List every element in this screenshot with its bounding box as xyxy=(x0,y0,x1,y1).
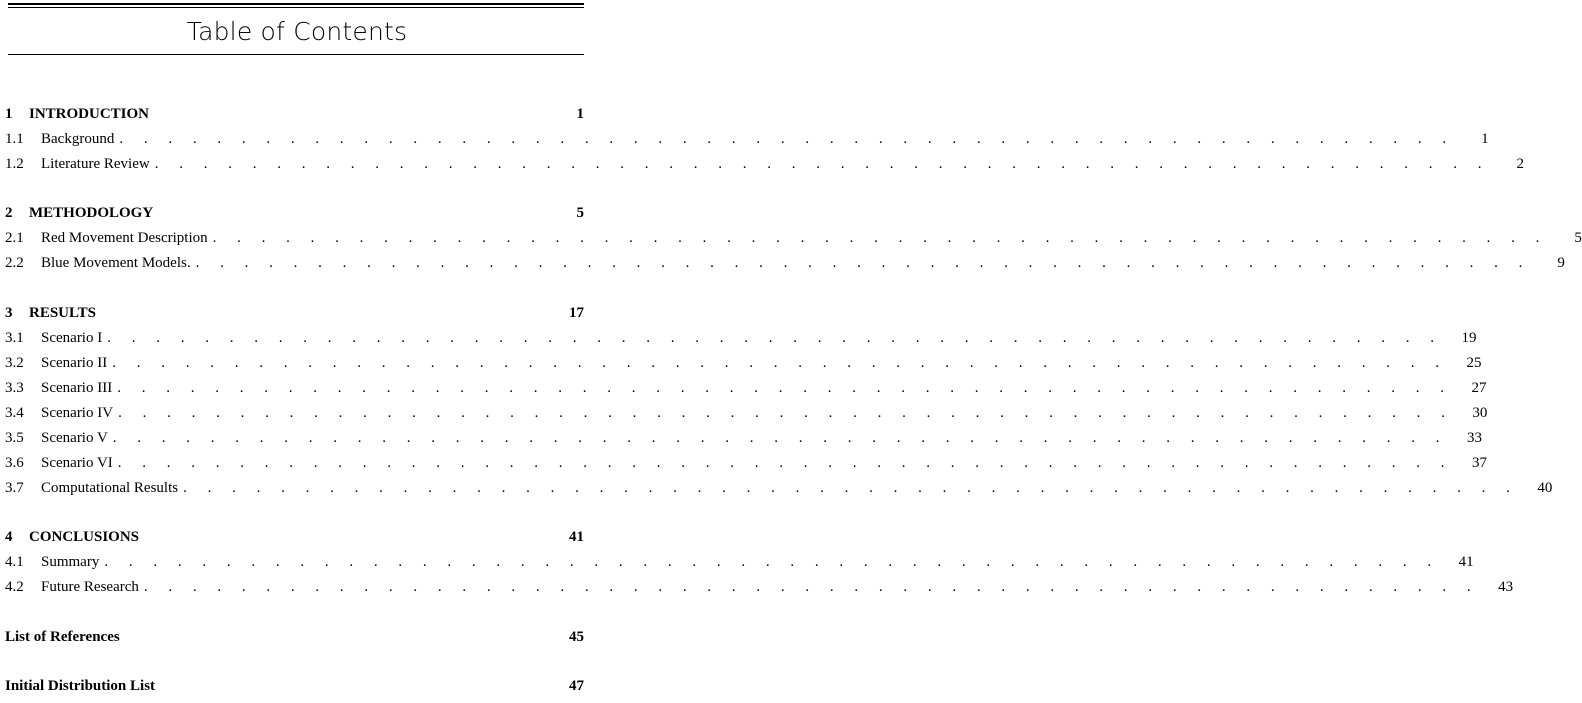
page-number: 37 xyxy=(1472,455,1488,471)
dot-leader: . . . . . . . . . . . . . . . . . . . . . . . . . . . . . . . . . . . . . . . . . . . . . . . . . . . . . . . xyxy=(118,405,1454,421)
top-rule-thin xyxy=(8,7,584,8)
section-number: 2.1 xyxy=(5,230,24,246)
chapter-number: 1 xyxy=(5,106,13,122)
toc-section-literature-review[interactable] xyxy=(5,154,1524,174)
dot-leader: . . . . . . . . . . . . . . . . . . . . . . . . . . . . . . . . . . . . . . . . . . . . . . . . . . . . . . . xyxy=(112,355,1448,371)
chapter-number: 3 xyxy=(5,305,13,321)
dot-leader: . . . . . . . . . . . . . . . . . . . . . . . . . . . . . . . . . . . . . . . . . . . . . . . . . . . . . . . xyxy=(212,230,1548,246)
page-number: 33 xyxy=(1467,430,1483,446)
toc-section-red-movement[interactable] xyxy=(5,228,1582,248)
dot-leader: . . . . . . . . . . . . . . . . . . . . . . . . . . . . . . . . . . . . . . . . . . . . . . . . . . . . . . . xyxy=(117,455,1454,471)
section-number: 3.3 xyxy=(5,380,24,396)
page-number: 43 xyxy=(1498,579,1514,595)
page-number: 9 xyxy=(1557,255,1565,271)
page-title: Table of Contents xyxy=(186,17,408,46)
page-number: 2 xyxy=(1516,156,1524,172)
toc-chapter-methodology[interactable] xyxy=(5,203,584,223)
toc-section-summary[interactable] xyxy=(5,552,1474,572)
back-matter-title: Initial Distribution List xyxy=(5,678,156,694)
section-number: 3.2 xyxy=(5,355,24,371)
dot-leader: . . . . . . . . . . . . . . . . . . . . . . . . . . . . . . . . . . . . . . . . . . . . . . . . . . . . . . . xyxy=(117,380,1453,396)
page-number: 1 xyxy=(576,106,584,122)
toc-section-scenario-2[interactable] xyxy=(5,353,1482,373)
page-number: 25 xyxy=(1466,355,1482,371)
section-number: 4.2 xyxy=(5,579,24,595)
page-number: 41 xyxy=(569,529,584,545)
section-number: 2.2 xyxy=(5,255,24,271)
chapter-title: METHODOLOGY xyxy=(29,205,154,221)
toc-section-future-research[interactable] xyxy=(5,577,1514,597)
section-title: Literature Review xyxy=(41,156,150,172)
toc-list-of-references[interactable] xyxy=(5,627,584,647)
chapter-title: RESULTS xyxy=(29,305,96,321)
toc-chapter-results[interactable] xyxy=(5,303,584,323)
section-title: Red Movement Description xyxy=(41,230,208,246)
toc-section-scenario-6[interactable] xyxy=(5,453,1488,473)
section-number: 4.1 xyxy=(5,554,24,570)
section-title: Scenario IV xyxy=(41,405,114,421)
section-number: 3.7 xyxy=(5,480,24,496)
toc-section-scenario-3[interactable] xyxy=(5,378,1487,398)
page-number: 41 xyxy=(1458,554,1474,570)
chapter-title: CONCLUSIONS xyxy=(29,529,140,545)
chapter-number: 2 xyxy=(5,205,13,221)
section-title: Summary xyxy=(41,554,100,570)
section-title: Blue Movement Models. xyxy=(41,255,191,271)
dot-leader: . . . . . . . . . . . . . . . . . . . . . . . . . . . . . . . . . . . . . . . . . . . . . . . . . . . . . . . xyxy=(112,430,1449,446)
chapter-title: INTRODUCTION xyxy=(29,106,150,122)
dot-leader: . . . . . . . . . . . . . . . . . . . . . . . . . . . . . . . . . . . . . . . . . . . . . . . . . . . . . . . xyxy=(183,480,1519,496)
top-rule-thick xyxy=(8,3,584,5)
title-rule xyxy=(8,54,584,55)
page-number: 27 xyxy=(1471,380,1487,396)
section-number: 3.5 xyxy=(5,430,24,446)
back-matter-title: List of References xyxy=(5,629,120,645)
page-number: 17 xyxy=(569,305,584,321)
page-number: 5 xyxy=(1574,230,1582,246)
page-number: 1 xyxy=(1481,131,1489,147)
toc-section-computational-results[interactable] xyxy=(5,478,1553,498)
dot-leader: . . . . . . . . . . . . . . . . . . . . . . . . . . . . . . . . . . . . . . . . . . . . . . . . . . . . . . . xyxy=(143,579,1480,595)
section-number: 1.1 xyxy=(5,131,24,147)
page-number: 5 xyxy=(576,205,584,221)
section-title: Scenario I xyxy=(41,330,103,346)
toc-section-blue-movement[interactable] xyxy=(5,253,1565,273)
dot-leader: . . . . . . . . . . . . . . . . . . . . . . . . . . . . . . . . . . . . . . . . . . . . . . . . . . . . . . . xyxy=(195,255,1531,271)
toc-initial-distribution-list[interactable] xyxy=(5,676,584,696)
section-number: 3.6 xyxy=(5,455,24,471)
section-title: Scenario III xyxy=(41,380,113,396)
page-number: 30 xyxy=(1472,405,1488,421)
section-title: Future Research xyxy=(41,579,139,595)
chapter-number: 4 xyxy=(5,529,13,545)
section-title: Background xyxy=(41,131,115,147)
page-number: 40 xyxy=(1537,480,1553,496)
page-number: 47 xyxy=(569,678,584,694)
toc-chapter-introduction[interactable] xyxy=(5,104,584,124)
toc-section-scenario-1[interactable] xyxy=(5,328,1477,348)
section-title: Scenario II xyxy=(41,355,108,371)
dot-leader: . . . . . . . . . . . . . . . . . . . . . . . . . . . . . . . . . . . . . . . . . . . . . . . . . . . . . . . xyxy=(104,554,1440,570)
toc-section-scenario-4[interactable] xyxy=(5,403,1488,423)
toc-chapter-conclusions[interactable] xyxy=(5,527,584,547)
toc-section-background[interactable] xyxy=(5,129,1489,149)
page-number: 45 xyxy=(569,629,584,645)
section-title: Scenario V xyxy=(41,430,108,446)
section-number: 3.4 xyxy=(5,405,24,421)
dot-leader: . . . . . . . . . . . . . . . . . . . . . . . . . . . . . . . . . . . . . . . . . . . . . . . . . . . . . . . xyxy=(154,156,1490,172)
dot-leader: . . . . . . . . . . . . . . . . . . . . . . . . . . . . . . . . . . . . . . . . . . . . . . . . . . . . . . . xyxy=(119,131,1455,147)
section-number: 3.1 xyxy=(5,330,24,346)
dot-leader: . . . . . . . . . . . . . . . . . . . . . . . . . . . . . . . . . . . . . . . . . . . . . . . . . . . . . . . xyxy=(107,330,1443,346)
section-number: 1.2 xyxy=(5,156,24,172)
section-title: Scenario VI xyxy=(41,455,113,471)
section-title: Computational Results xyxy=(41,480,179,496)
page-number: 19 xyxy=(1461,330,1477,346)
toc-section-scenario-5[interactable] xyxy=(5,428,1483,448)
